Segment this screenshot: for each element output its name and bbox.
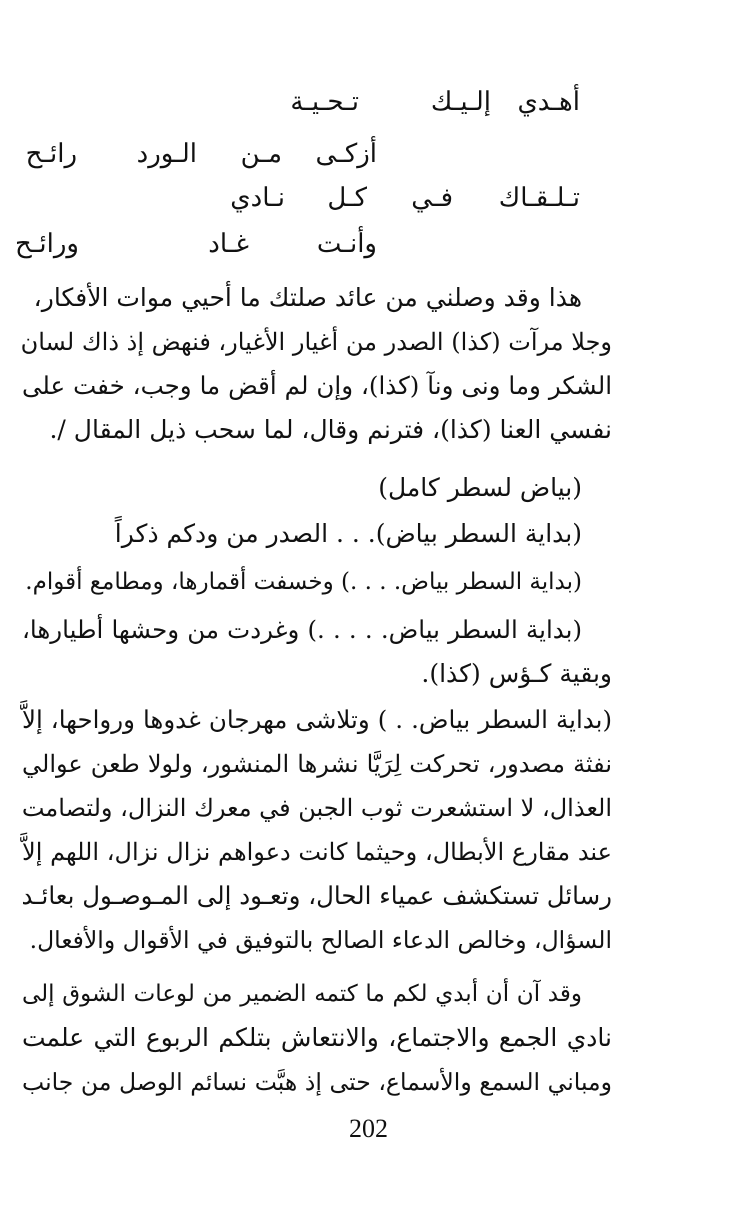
text-line: عند مقارع الأبطال، وحيثما كانت دعواهم نزال نزال، اللهم إلاَّ (22, 838, 612, 866)
poem-word: تـحـيـة (290, 87, 359, 117)
poem-line-3 (0, 176, 737, 220)
text-line: وجلا مرآت (كذا) الصدر من أغيار الأغيار، فنهض إذ ذاك لسان (20, 328, 612, 356)
text-line: رسائل تستكشف عمياء الحال، وتعـود إلى المـوصـول بعائـد (21, 881, 612, 910)
poem-word: أهـدي (517, 87, 580, 117)
poem-word: كـل (327, 183, 367, 213)
poem-word: الـورد (136, 139, 197, 169)
poem-line-2 (0, 132, 737, 176)
poem-word: إلـيـك (430, 87, 491, 117)
text-line: نادي الجمع والاجتماع، والانتعاش بتلكم الربوع التي علمت (22, 1023, 612, 1052)
text-line: (بداية السطر بياض. . . . .) وغردت من وحشها أطيارها، (22, 615, 582, 644)
text-line: (بداية السطر بياض. . ) وتلاشى مهرجان غدوها ورواحها، إلاَّ (22, 705, 612, 734)
poem-word: مـن (240, 139, 282, 169)
poem-word: وأنـت (316, 229, 377, 259)
text-line: العذال، لا استشعرت ثوب الجبن في معرك النزال، ولتصامت (21, 794, 612, 822)
text-line: وقد آن أن أبدي لكم ما كتمه الضمير من لوعات الشوق إلى (22, 981, 582, 1007)
text-line: (بياض لسطر كامل) (378, 473, 582, 502)
poem-word: غـاد (208, 229, 249, 259)
text-line: هذا وقد وصلني من عائد صلتك ما أحيي موات الأفكار، (33, 283, 582, 312)
text-line: وبقية كـؤس (كذا). (421, 659, 612, 688)
text-line: ومباني السمع والأسماع، حتى إذ هبَّت نسائم الوصل من جانب (22, 1068, 612, 1096)
text-line: نفثة مصدور، تحركت لِرَيَّا نشرها المنشور، ولولا طعن عوالي (22, 750, 612, 778)
poem-word: أزكـى (315, 139, 377, 169)
text-line: نفسي العنا (كذا)، فترنم وقال، لما سحب ذيل المقال /. (49, 415, 612, 444)
poem-word: ورائـح (15, 229, 79, 259)
page-number: 202 (349, 1114, 388, 1143)
poem-word: رائـح (25, 139, 77, 169)
text-line: السؤال، وخالص الدعاء الصالح بالتوفيق في الأقوال والأفعال. (29, 926, 612, 954)
text-line: الشكر وما ونى ونآ (كذا)، وإن لم أقض ما وجب، خفت على (22, 371, 612, 400)
poem-line-4 (0, 222, 737, 266)
poem-word: فـي (411, 183, 453, 213)
poem-word: نـادي (230, 183, 285, 213)
text-line: (بداية السطر بياض). . . الصدر من ودكم ذكراً (114, 519, 582, 548)
text-line: (بداية السطر بياض. . . .) وخسفت أقمارها، ومطامع أقوام. (25, 569, 582, 595)
poem-line-1 (0, 80, 737, 124)
poem-word: تـلـقـاك (498, 183, 580, 213)
